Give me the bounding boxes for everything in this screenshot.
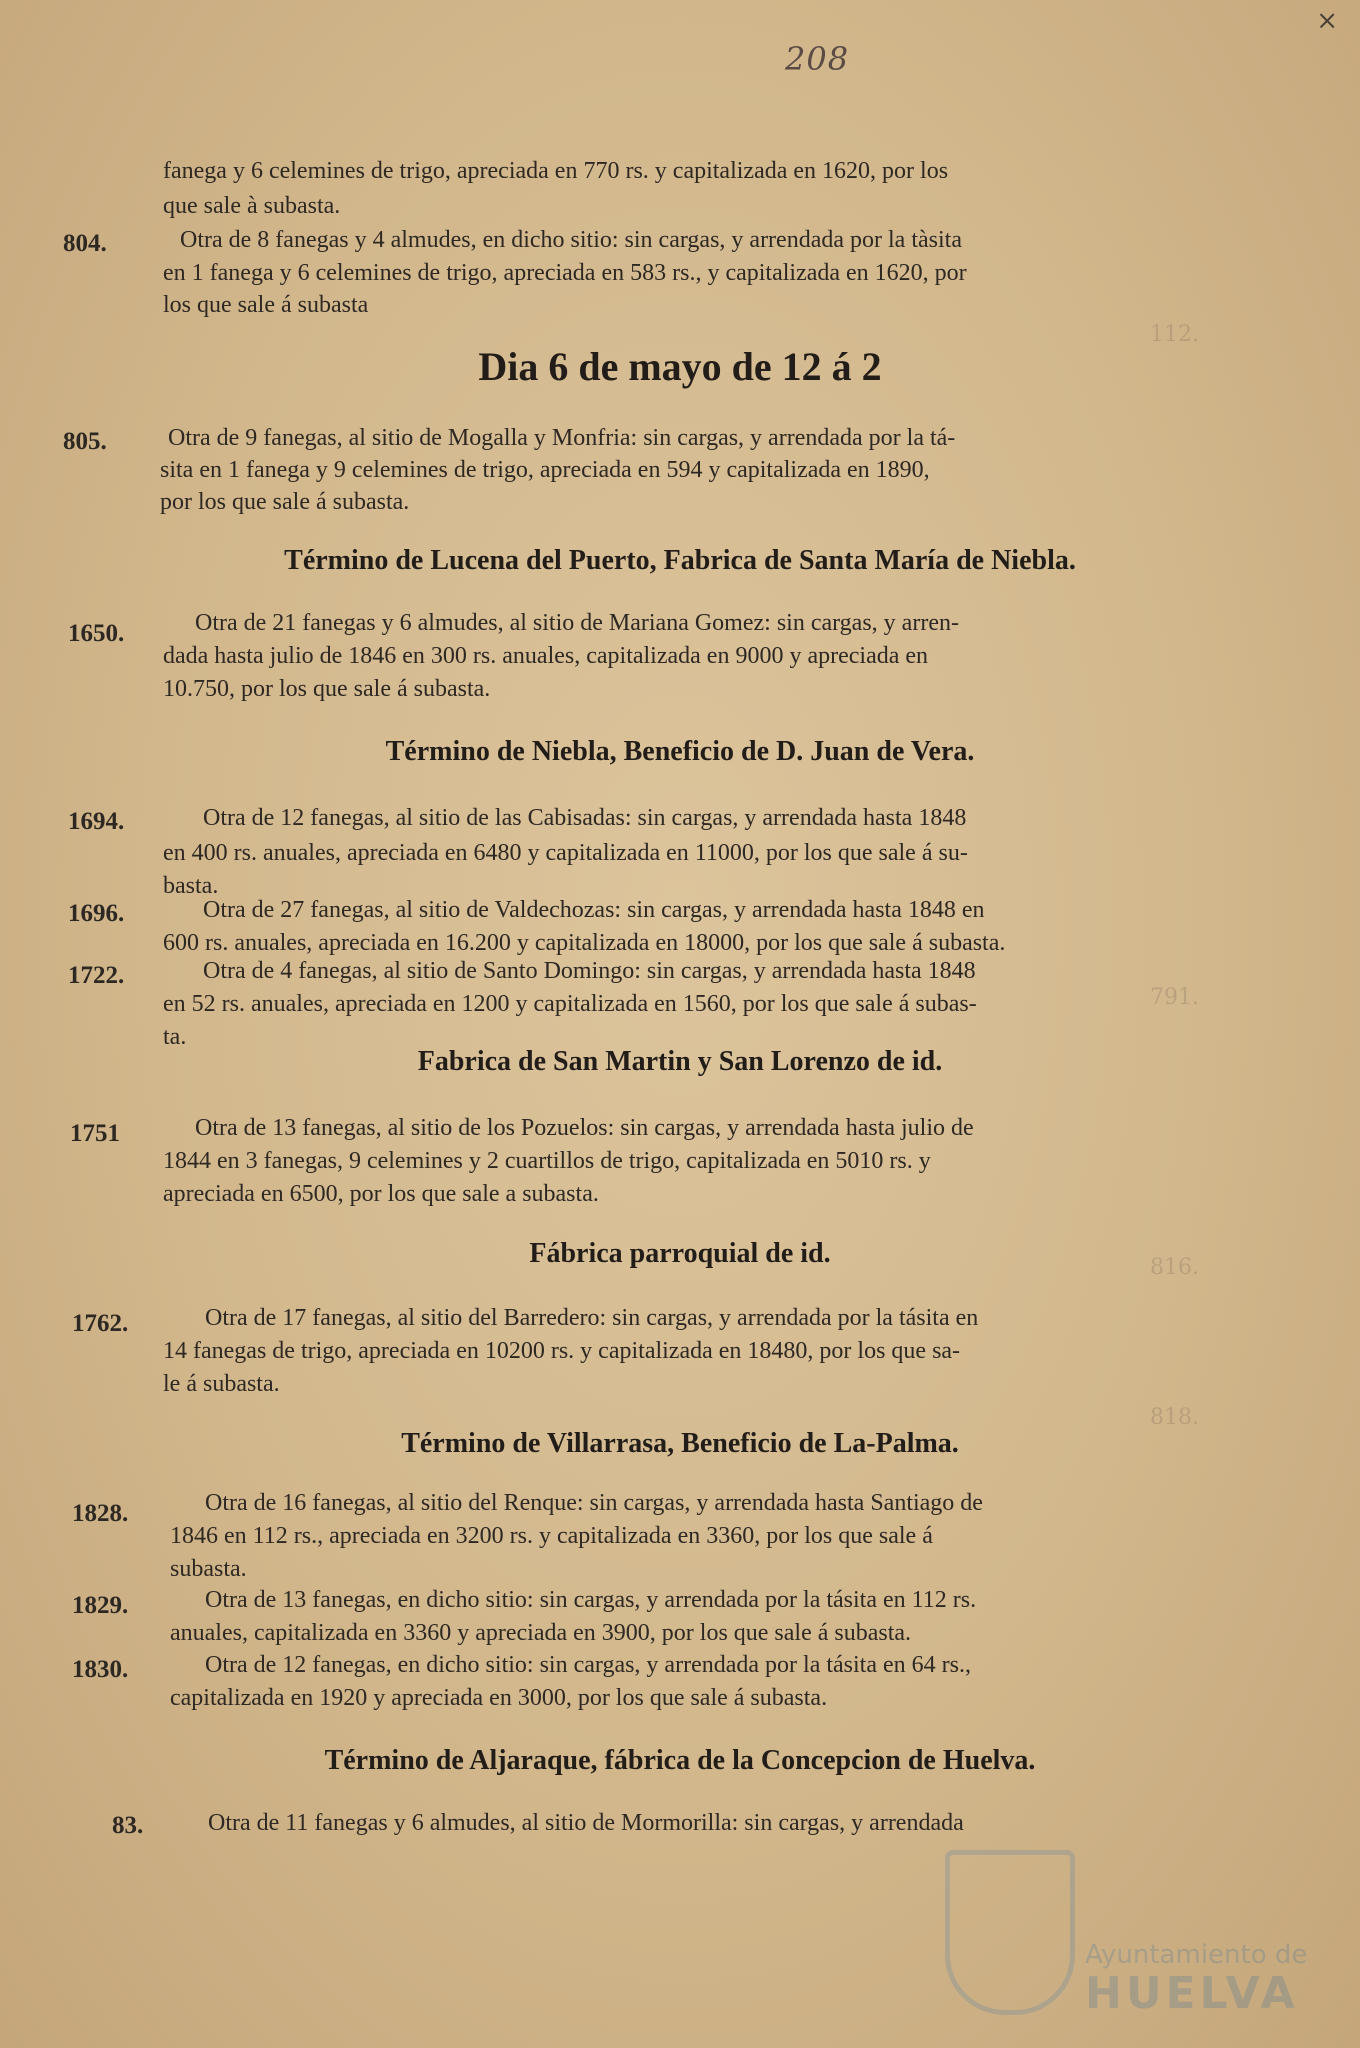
text-line: 10.750, por los que sale á subasta. bbox=[163, 676, 491, 702]
bleed-through-text: 818. bbox=[1150, 1405, 1199, 1430]
entry-number: 804. bbox=[63, 230, 107, 257]
section-heading: Término de Niebla, Beneficio de D. Juan de Vera. bbox=[385, 736, 975, 767]
watermark-line-2: HUELVA bbox=[1085, 1968, 1299, 2019]
section-heading: Término de Villarrasa, Beneficio de La-Palma. bbox=[401, 1428, 959, 1459]
text-line: en 1 fanega y 6 celemines de trigo, apreciada en 583 rs., y capitalizada en 1620, por bbox=[163, 260, 967, 286]
text-line: le á subasta. bbox=[163, 1371, 280, 1397]
text-line: apreciada en 6500, por los que sale a subasta. bbox=[163, 1181, 599, 1207]
text-line: Otra de 21 fanegas y 6 almudes, al sitio de Mariana Gomez: sin cargas, y arren- bbox=[195, 610, 959, 636]
entry-number: 83. bbox=[112, 1812, 144, 1839]
entry-number: 1830. bbox=[72, 1656, 129, 1683]
entry-number: 1829. bbox=[72, 1592, 129, 1619]
watermark-logo bbox=[945, 1850, 1315, 2020]
text-line: Otra de 4 fanegas, al sitio de Santo Domingo: sin cargas, y arrendada hasta 1848 bbox=[203, 958, 976, 984]
entry-number: 1762. bbox=[72, 1310, 129, 1337]
text-line: los que sale á subasta bbox=[163, 292, 369, 318]
text-line: sita en 1 fanega y 9 celemines de trigo, apreciada en 594 y capitalizada en 1890, bbox=[160, 457, 930, 483]
text-line: basta. bbox=[163, 873, 219, 899]
text-line: Otra de 8 fanegas y 4 almudes, en dicho sitio: sin cargas, y arrendada por la tàsita bbox=[180, 227, 962, 253]
text-line: que sale à subasta. bbox=[163, 193, 341, 219]
watermark-line-1: Ayuntamiento de bbox=[1085, 1940, 1308, 1970]
text-line: Otra de 27 fanegas, al sitio de Valdechozas: sin cargas, y arrendada hasta 1848 en bbox=[203, 897, 985, 923]
text-line: Otra de 9 fanegas, al sitio de Mogalla y Monfria: sin cargas, y arrendada por la tá- bbox=[168, 425, 956, 451]
text-line: 1844 en 3 fanegas, 9 celemines y 2 cuartillos de trigo, capitalizada en 5010 rs. y bbox=[163, 1148, 931, 1174]
coat-of-arms-icon bbox=[945, 1850, 1075, 2015]
text-line: Otra de 13 fanegas, en dicho sitio: sin cargas, y arrendada por la tásita en 112 rs. bbox=[205, 1587, 977, 1613]
entry-number: 1722. bbox=[68, 962, 125, 989]
bleed-through-text: 112. bbox=[1150, 322, 1199, 347]
entry-number: 1694. bbox=[68, 808, 125, 835]
entry-number: 805. bbox=[63, 428, 107, 455]
text-line: Otra de 13 fanegas, al sitio de los Pozuelos: sin cargas, y arrendada hasta julio de bbox=[195, 1115, 974, 1141]
text-line: Otra de 16 fanegas, al sitio del Renque: sin cargas, y arrendada hasta Santiago de bbox=[205, 1490, 983, 1516]
section-heading: Fábrica parroquial de id. bbox=[529, 1238, 831, 1269]
bleed-through-text: 791. bbox=[1150, 985, 1199, 1010]
section-heading-date: Dia 6 de mayo de 12 á 2 bbox=[478, 344, 882, 389]
text-line: 1846 en 112 rs., apreciada en 3200 rs. y capitalizada en 3360, por los que sale á bbox=[170, 1523, 933, 1549]
text-line: en 400 rs. anuales, apreciada en 6480 y capitalizada en 11000, por los que sale á su- bbox=[163, 840, 968, 866]
text-line: Otra de 12 fanegas, en dicho sitio: sin cargas, y arrendada por la tásita en 64 rs., bbox=[205, 1652, 971, 1678]
section-heading: Término de Aljaraque, fábrica de la Concepcion de Huelva. bbox=[324, 1745, 1036, 1776]
text-line: Otra de 11 fanegas y 6 almudes, al sitio de Mormorilla: sin cargas, y arrendada bbox=[208, 1810, 964, 1836]
text-line: fanega y 6 celemines de trigo, apreciada en 770 rs. y capitalizada en 1620, por los bbox=[163, 158, 949, 184]
corner-mark: × bbox=[1316, 6, 1338, 36]
entry-number: 1696. bbox=[68, 900, 125, 927]
text-line: subasta. bbox=[170, 1556, 247, 1582]
bleed-through-text: 816. bbox=[1150, 1255, 1199, 1280]
entry-number: 1650. bbox=[68, 620, 125, 647]
text-line: Otra de 17 fanegas, al sitio del Barredero: sin cargas, y arrendada por la tásita en bbox=[205, 1305, 979, 1331]
text-line: 600 rs. anuales, apreciada en 16.200 y capitalizada en 18000, por los que sale á subasta. bbox=[163, 930, 1006, 956]
text-line: por los que sale á subasta. bbox=[160, 489, 410, 515]
text-line: ta. bbox=[163, 1024, 187, 1050]
entry-number: 1828. bbox=[72, 1500, 129, 1527]
text-line: anuales, capitalizada en 3360 y apreciada en 3900, por los que sale á subasta. bbox=[170, 1620, 912, 1646]
section-heading: Término de Lucena del Puerto, Fabrica de Santa María de Niebla. bbox=[284, 545, 1076, 576]
section-heading: Fabrica de San Martin y San Lorenzo de id. bbox=[417, 1046, 943, 1077]
text-line: 14 fanegas de trigo, apreciada en 10200 rs. y capitalizada en 18480, por los que sa- bbox=[163, 1338, 961, 1364]
page-number: 208 bbox=[785, 40, 850, 78]
text-line: capitalizada en 1920 y apreciada en 3000, por los que sale á subasta. bbox=[170, 1685, 828, 1711]
text-line: en 52 rs. anuales, apreciada en 1200 y capitalizada en 1560, por los que sale á subas- bbox=[163, 991, 977, 1017]
text-line: Otra de 12 fanegas, al sitio de las Cabisadas: sin cargas, y arrendada hasta 1848 bbox=[203, 805, 967, 831]
text-line: dada hasta julio de 1846 en 300 rs. anuales, capitalizada en 9000 y apreciada en bbox=[163, 643, 929, 669]
entry-number: 1751 bbox=[70, 1120, 120, 1147]
